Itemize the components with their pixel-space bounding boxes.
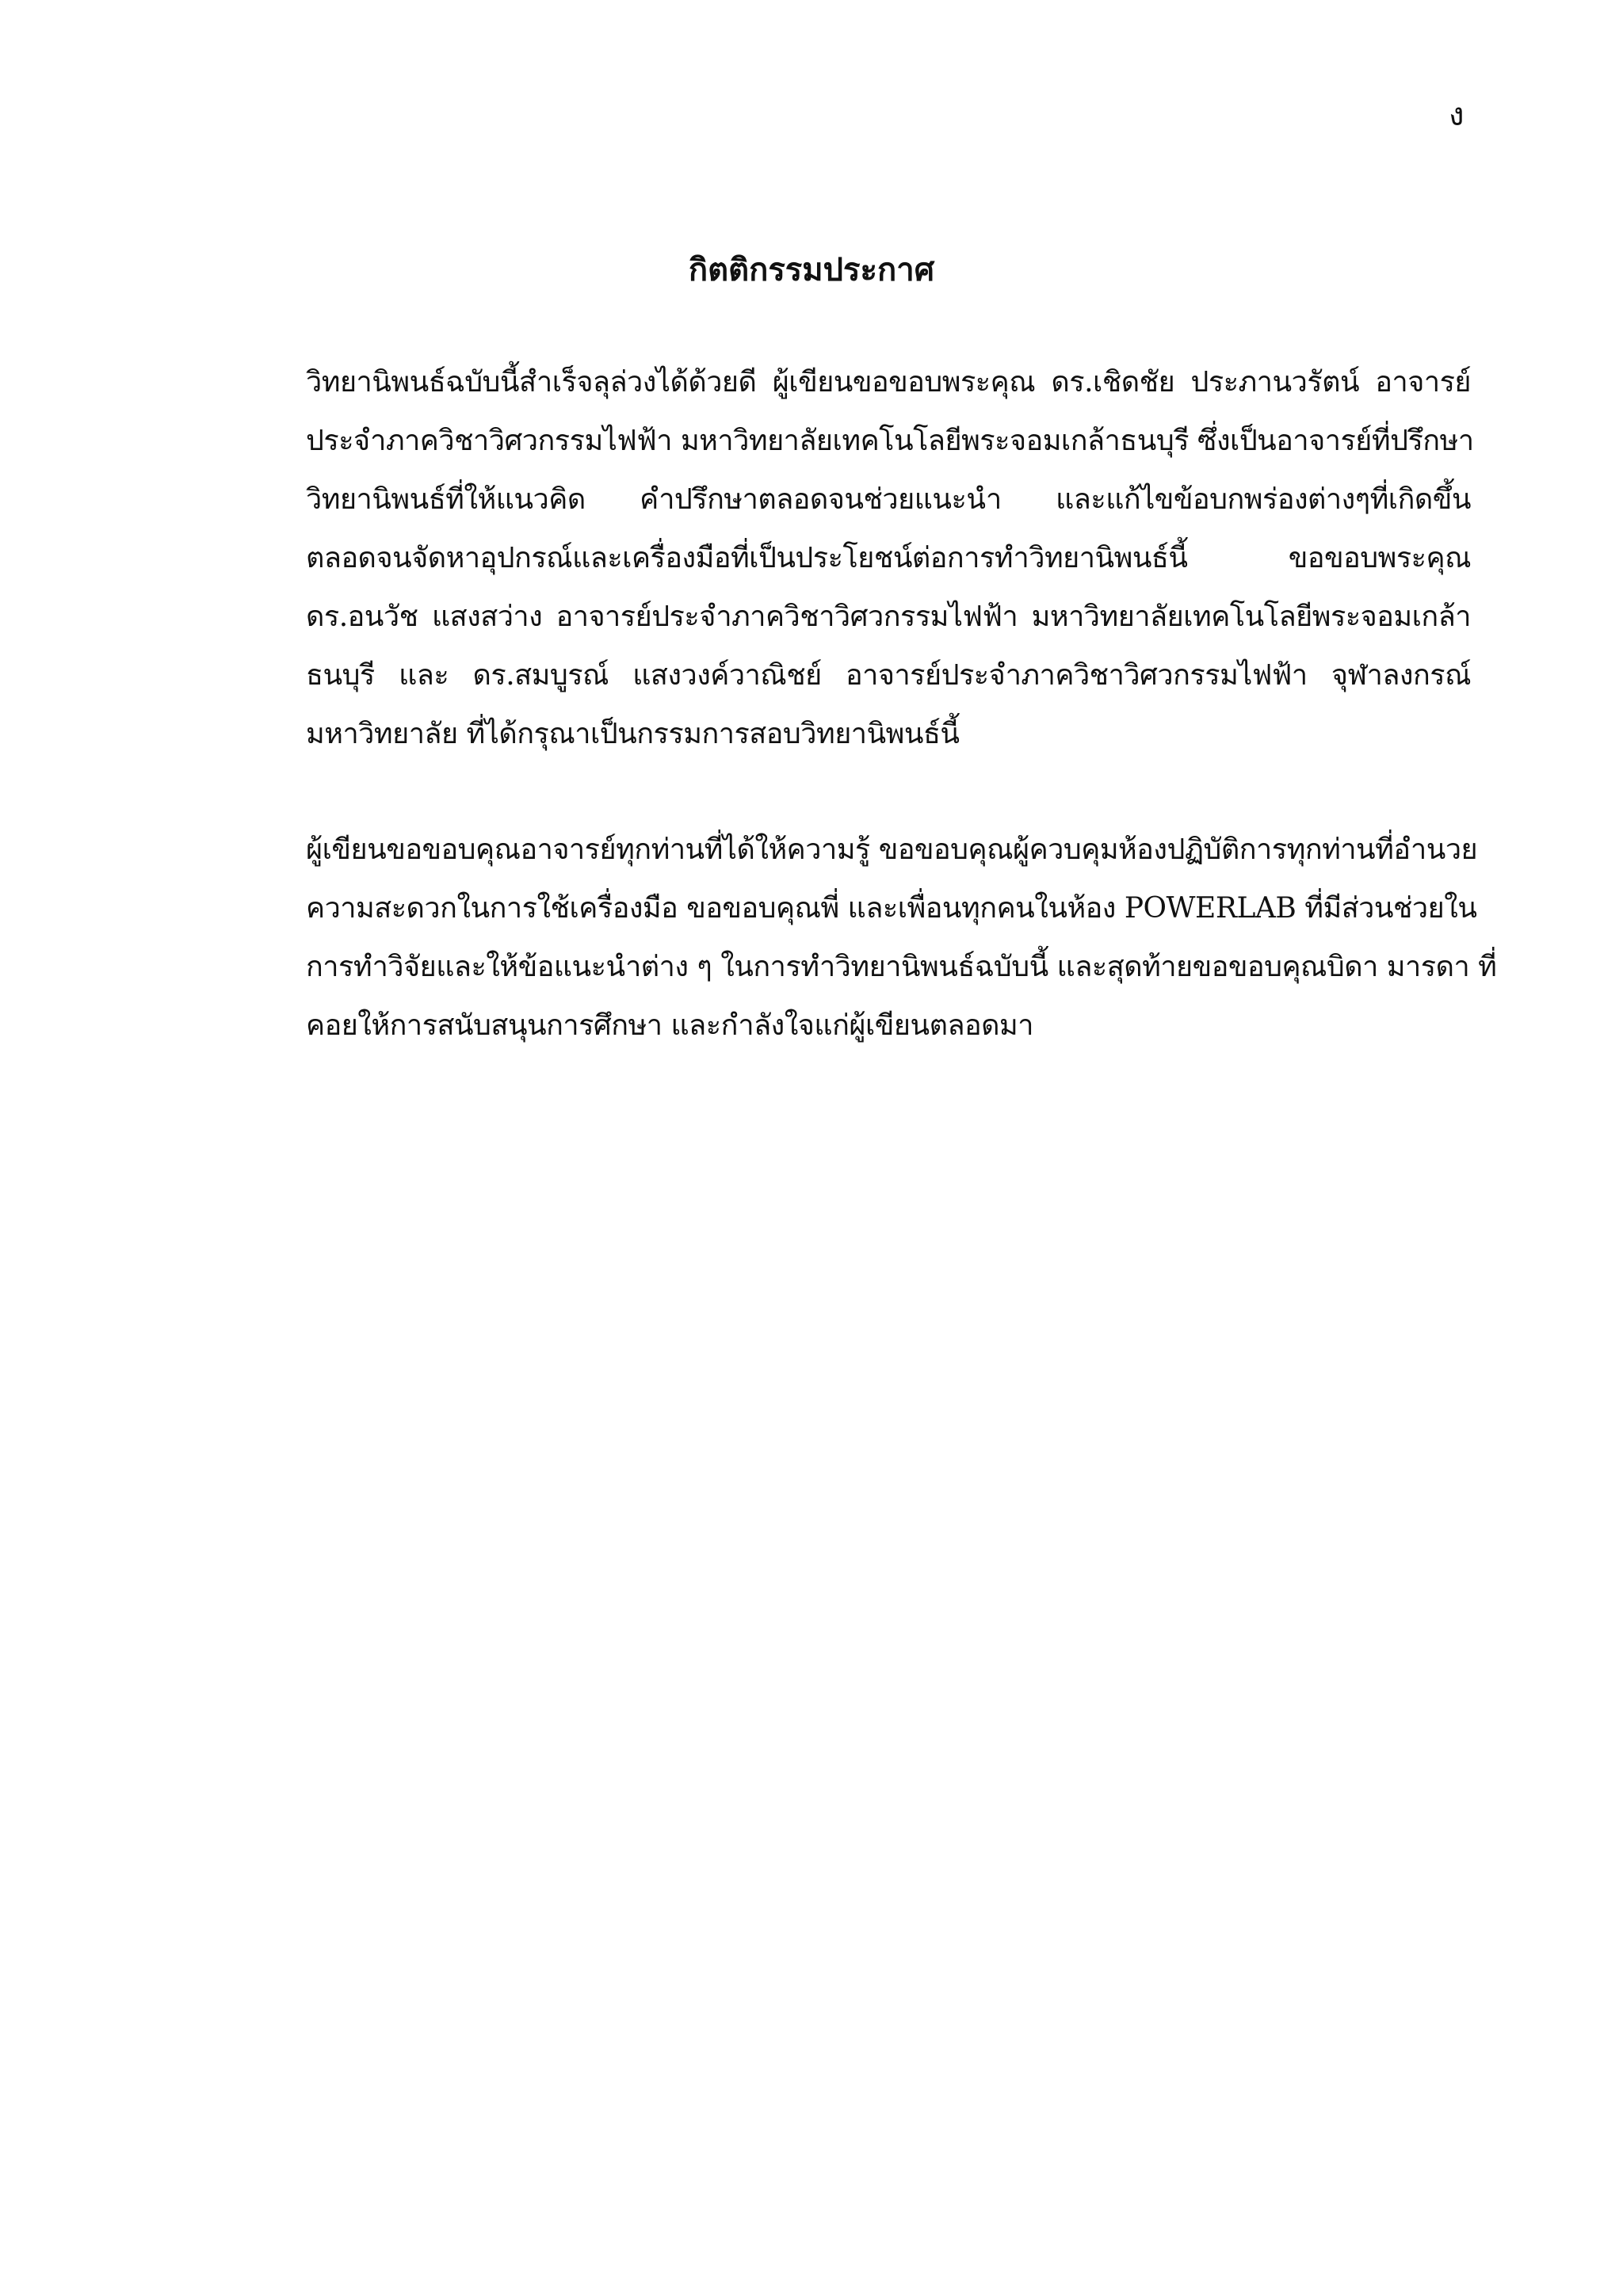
paragraph-line: ดร.อนวัช แสงสว่าง อาจารย์ประจำภาควิชาวิศวกรรมไฟฟ้า มหาวิทยาลัยเทคโนโลยีพระจอมเกล้า — [306, 601, 1471, 633]
paragraph-line: ตลอดจนจัดหาอุปกรณ์และเครื่องมือที่เป็นประโยชน์ต่อการทำวิทยานิพนธ์นี้ ขอขอบพระคุณ — [306, 542, 1471, 574]
paragraph-line: การทำวิจัยและให้ข้อแนะนำต่าง ๆ ในการทำวิทยานิพนธ์ฉบับนี้ และสุดท้ายขอขอบคุณบิดา มารดา ที่ — [306, 951, 1497, 983]
acknowledgement-paragraph-2 — [306, 821, 1497, 1055]
paragraph-line: วิทยานิพนธ์ฉบับนี้สำเร็จลุล่วงได้ด้วยดี ผู้เขียนขอขอบพระคุณ ดร.เชิดชัย ประภานวรัตน์ อาจารย์ — [306, 366, 1471, 399]
paragraph-line: วิทยานิพนธ์ที่ให้แนวคิด คำปรึกษาตลอดจนช่วยแนะนำ และแก้ไขข้อบกพร่องต่างๆที่เกิดขึ้น — [306, 483, 1471, 516]
acknowledgement-paragraph-1 — [306, 353, 1474, 764]
page-number: ง — [1449, 97, 1465, 133]
page-title: กิตติกรรมประกาศ — [688, 251, 935, 288]
paragraph-line: ธนบุรี และ ดร.สมบูรณ์ แสงวงค์วาณิชย์ อาจารย์ประจำภาควิชาวิศวกรรมไฟฟ้า จุฬาลงกรณ์ — [306, 659, 1471, 692]
paragraph-line: คอยให้การสนับสนุนการศึกษา และกำลังใจแก่ผู้เขียนตลอดมา — [306, 1009, 1033, 1042]
paragraph-line: มหาวิทยาลัย ที่ได้กรุณาเป็นกรรมการสอบวิทยานิพนธ์นี้ — [306, 718, 960, 750]
paragraph-line: ประจำภาควิชาวิศวกรรมไฟฟ้า มหาวิทยาลัยเทคโนโลยีพระจอมเกล้าธนบุรี ซึ่งเป็นอาจารย์ที่ปรึกษา — [306, 425, 1474, 457]
paragraph-line: ความสะดวกในการใช้เครื่องมือ ขอขอบคุณพี่ และเพื่อนทุกคนในห้อง POWERLAB ที่มีส่วนช่วยใน — [306, 892, 1477, 925]
paragraph-line: ผู้เขียนขอขอบคุณอาจารย์ทุกท่านที่ได้ให้ความรู้ ขอขอบคุณผู้ควบคุมห้องปฏิบัติการทุกท่านที่อำนวย — [306, 833, 1478, 866]
